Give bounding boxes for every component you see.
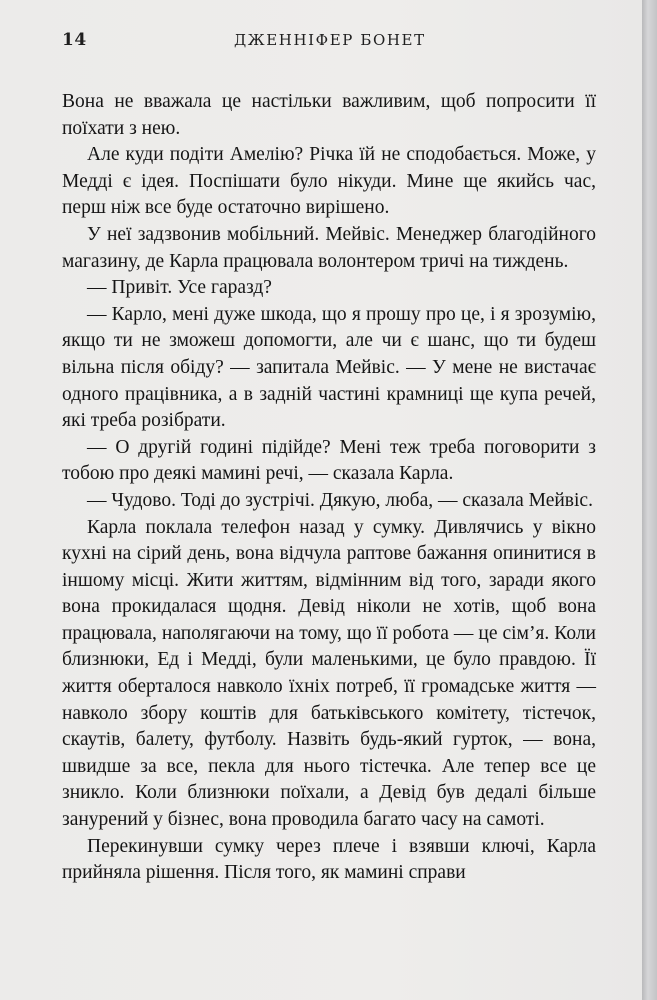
dialogue-line: — О другій годині підійде? Мені теж треба поговорити з тобою про деякі мамині речі, — сказала Карла.	[62, 436, 596, 485]
dialogue-line: — Карло, мені дуже шкода, що я прошу про це, і я зрозумію, якщо ти не зможеш допомогти, але чи є шанс, що ти будеш вільна після обіду? — запитала Мейвіс. — У мене не вистачає одного працівника, а в задній частині крамниці ще купа речей, які треба розібрати.	[62, 303, 596, 432]
running-head	[62, 30, 592, 54]
page-number: 14	[62, 30, 87, 50]
paragraph: Перекинувши сумку через плече і взявши ключі, Карла прийняла рішення. Після того, як мамині справи	[62, 835, 596, 884]
dialogue-line: — Привіт. Усе гаразд?	[87, 277, 272, 299]
paragraph: Вона не вважала це настільки важливим, щоб попросити її поїхати з нею.	[62, 91, 596, 139]
body-text	[62, 89, 596, 887]
paragraph: Карла поклала телефон назад у сумку. Дивлячись у вікно кухні на сірий день, вона відчула раптове бажання опинитися в іншому місці. Жити життям, відмінним від того, заради якого вона прокидалася щодня. Девід ніколи не хотів, щоб вона працювала, наполягаючи на тому, що її робота — це сім’я. Коли близнюки, Ед і Медді, були маленькими, це було правдою. Її життя оберталося навколо їхніх потреб, її громадське життя — навколо збору коштів для батьківського комітету, тістечок, скаутів, балету, футболу. Назвіть будь-який гурток, — вона, швидше за все, пекла для нього тістечка. Але тепер все це зникло. Коли близнюки поїхали, а Девід був дедалі більше занурений у бізнес, вона проводила багато часу на самоті.	[62, 516, 596, 831]
paragraph: Але куди подіти Амелію? Річка їй не сподобається. Може, у Медді є ідея. Поспішати було нікуди. Мине ще якийсь час, перш ніж все буде остаточно вирішено.	[62, 144, 596, 219]
paragraph: У неї задзвонив мобільний. Мейвіс. Менеджер благодійного магазину, де Карла працювала волонтером тричі на тиждень.	[62, 223, 596, 272]
page-edge	[642, 0, 657, 1000]
author-name: ДЖЕННІФЕР БОНЕТ	[234, 31, 426, 49]
dialogue-line: — Чудово. Тоді до зустрічі. Дякую, люба, — сказала Мейвіс.	[87, 489, 593, 511]
